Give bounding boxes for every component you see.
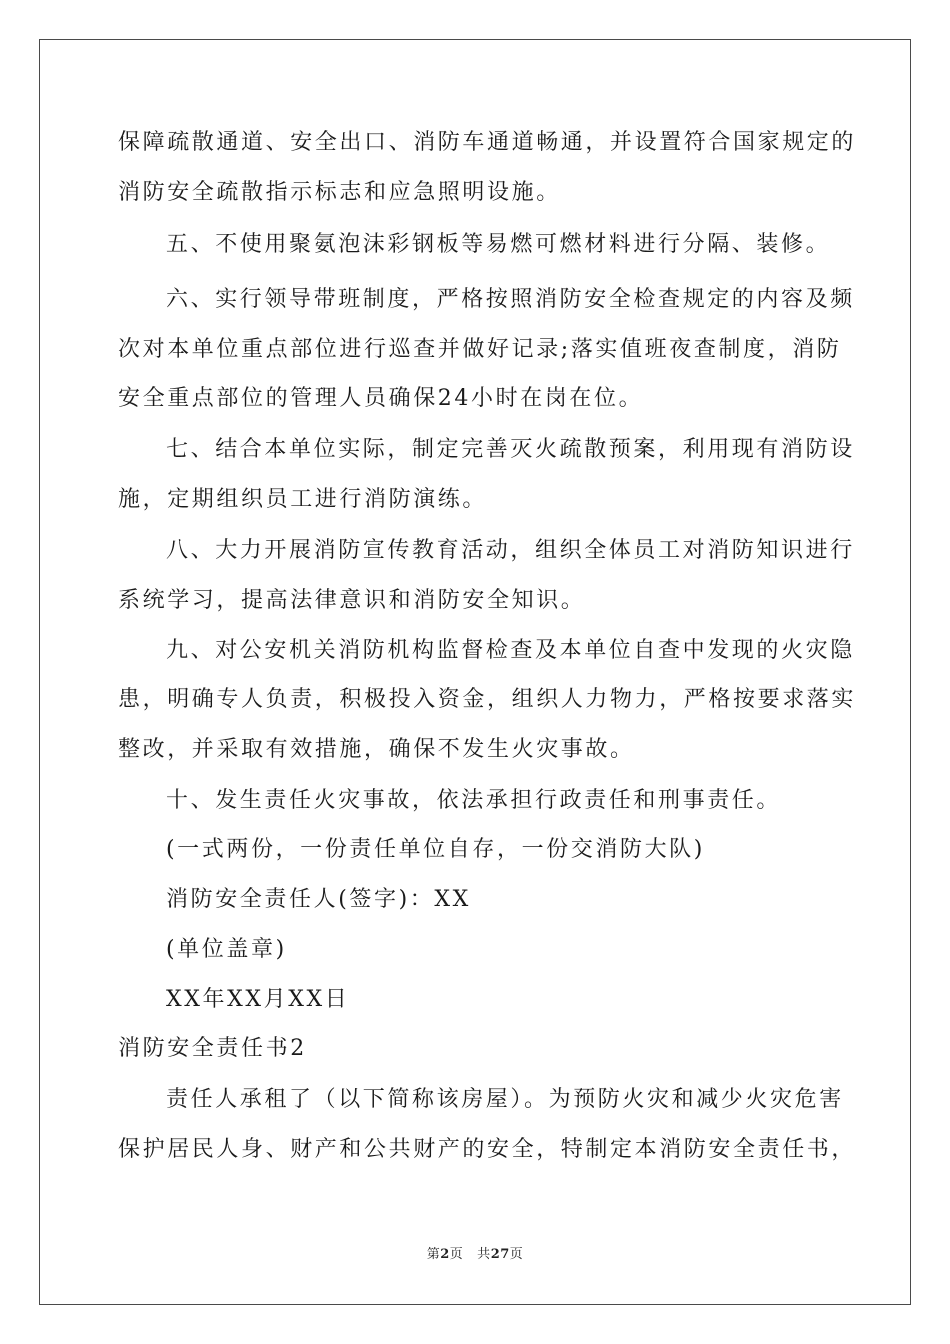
paragraph-line: 五、不使用聚氨泡沫彩钢板等易燃可燃材料进行分隔、装修。 bbox=[166, 232, 831, 257]
paragraph-line: 施，定期组织员工进行消防演练。 bbox=[118, 487, 488, 512]
paragraph-line: 整改，并采取有效措施，确保不发生火灾事故。 bbox=[118, 737, 635, 762]
paragraph-line: 保护居民人身、财产和公共财产的安全，特制定本消防安全责任书， bbox=[118, 1137, 857, 1162]
paragraph-line: 患，明确专人负责，积极投入资金，组织人力物力，严格按要求落实 bbox=[118, 687, 857, 712]
page-unit: 页 bbox=[449, 1247, 464, 1262]
seal-line: (单位盖章) bbox=[166, 937, 287, 962]
paragraph-line: (一式两份，一份责任单位自存，一份交消防大队) bbox=[166, 837, 705, 862]
paragraph-line: 责任人承租了（以下简称该房屋）。为预防火灾和减少火灾危害 bbox=[166, 1087, 844, 1112]
paragraph-line: 保障疏散通道、安全出口、消防车通道畅通，并设置符合国家规定的 bbox=[118, 130, 857, 155]
page-prefix: 第 bbox=[426, 1247, 441, 1262]
paragraph-line: 六、实行领导带班制度，严格按照消防安全检查规定的内容及频 bbox=[166, 287, 855, 312]
date-line: XX年XX月XX日 bbox=[166, 987, 350, 1012]
section-title: 消防安全责任书2 bbox=[118, 1036, 307, 1061]
page-border bbox=[39, 39, 911, 1305]
paragraph-line: 系统学习，提高法律意识和消防安全知识。 bbox=[118, 588, 586, 613]
paragraph-line: 次对本单位重点部位进行巡查并做好记录;落实值班夜查制度，消防 bbox=[118, 337, 842, 362]
paragraph-line: 安全重点部位的管理人员确保24小时在岗在位。 bbox=[118, 386, 644, 411]
total-pages: 27 bbox=[490, 1247, 510, 1262]
page-footer bbox=[0, 1243, 950, 1262]
paragraph-line: 八、大力开展消防宣传教育活动，组织全体员工对消防知识进行 bbox=[166, 538, 855, 563]
paragraph-line: 十、发生责任火灾事故，依法承担行政责任和刑事责任。 bbox=[166, 788, 782, 813]
page-number: 2 bbox=[440, 1247, 450, 1262]
paragraph-line: 九、对公安机关消防机构监督检查及本单位自查中发现的火灾隐 bbox=[166, 638, 855, 663]
total-prefix: 共 bbox=[477, 1247, 491, 1262]
paragraph-line: 消防安全疏散指示标志和应急照明设施。 bbox=[118, 180, 561, 205]
signature-line: 消防安全责任人(签字)：XX bbox=[166, 887, 471, 912]
total-unit: 页 bbox=[509, 1247, 524, 1262]
paragraph-line: 七、结合本单位实际，制定完善灭火疏散预案，利用现有消防设 bbox=[166, 437, 855, 462]
